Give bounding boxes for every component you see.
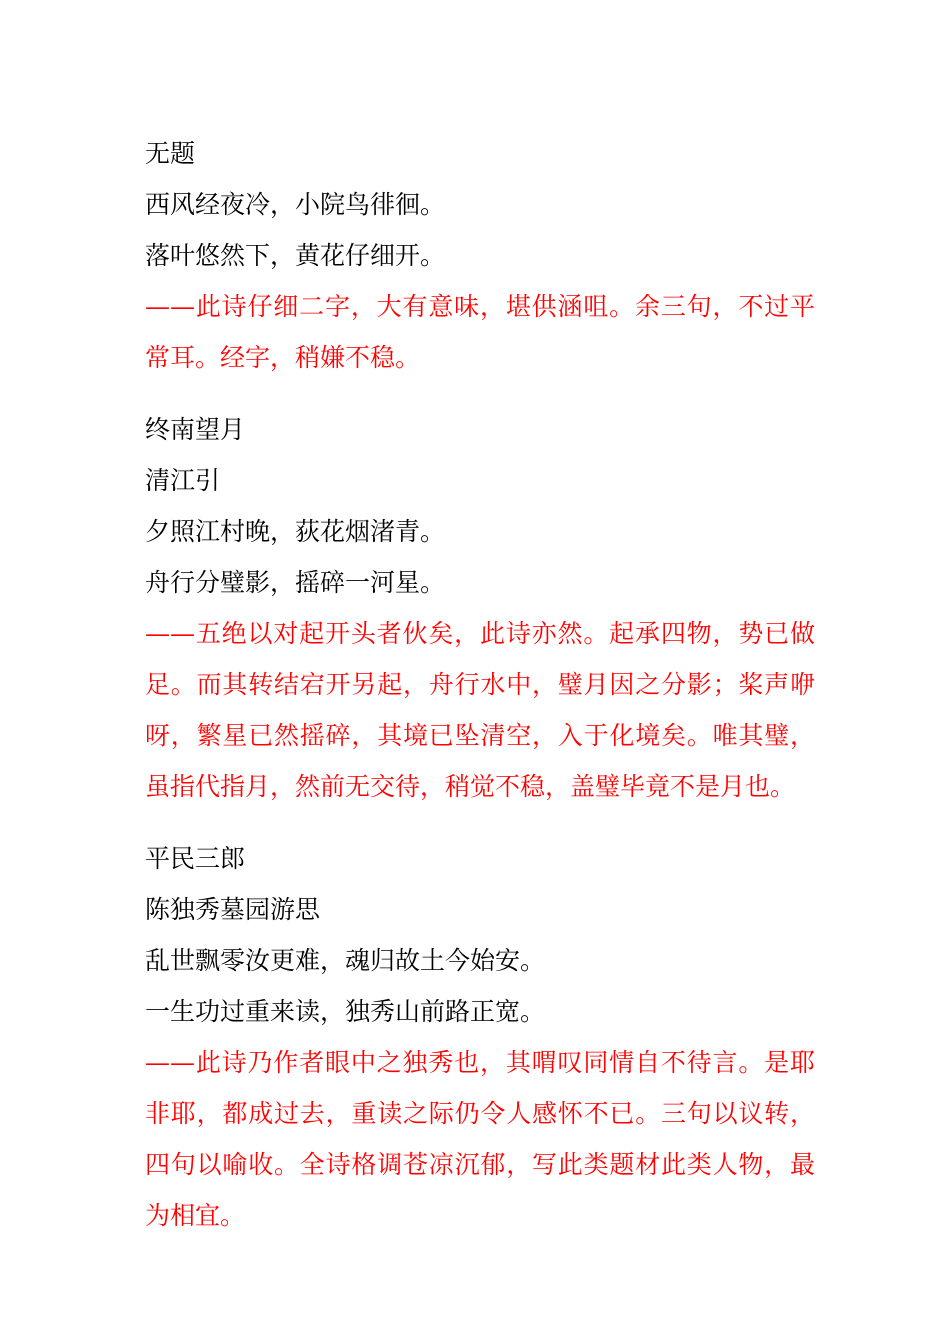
poem-entry	[145, 833, 815, 1241]
poem-line: 一生功过重来读，独秀山前路正宽。	[145, 997, 546, 1026]
poem-entry	[145, 404, 815, 812]
section-gap	[145, 383, 815, 404]
poem-line: 西风经夜冷，小院鸟徘徊。	[145, 190, 446, 219]
poem-line: 夕照江村晚，荻花烟渚青。	[145, 517, 446, 546]
poem-line: 舟行分璧影，摇碎一河星。	[145, 568, 446, 597]
poem-title: 清江引	[145, 466, 221, 495]
section-gap	[145, 812, 815, 833]
poem-author: 平民三郎	[145, 844, 246, 873]
commentary: ——此诗仔细二字，大有意味，堪供涵咀。余三句，不过平常耳。经字，稍嫌不稳。	[145, 292, 815, 372]
poem-line: 乱世飘零汝更难，魂归故土今始安。	[145, 946, 546, 975]
poem-line: 落叶悠然下，黄花仔细开。	[145, 241, 446, 270]
commentary: ——此诗乃作者眼中之独秀也，其喟叹同情自不待言。是耶非耶，都成过去，重读之际仍令人感怀不已。三句以议转，四句以喻收。全诗格调苍凉沉郁，写此类题材此类人物，最为相宜。	[145, 1048, 815, 1230]
poem-author: 终南望月	[145, 415, 246, 444]
poem-title: 无题	[145, 139, 196, 168]
poem-title: 陈独秀墓园游思	[145, 895, 321, 924]
document-page	[145, 128, 815, 1241]
commentary: ——五绝以对起开头者伙矣，此诗亦然。起承四物，势已做足。而其转结宕开另起，舟行水中，璧月因之分影；桨声咿呀，繁星已然摇碎，其境已坠清空，入于化境矣。唯其璧，虽指代指月，然前无交待，稍觉不稳，盖璧毕竟不是月也。	[145, 619, 815, 801]
poem-entry	[145, 128, 815, 383]
